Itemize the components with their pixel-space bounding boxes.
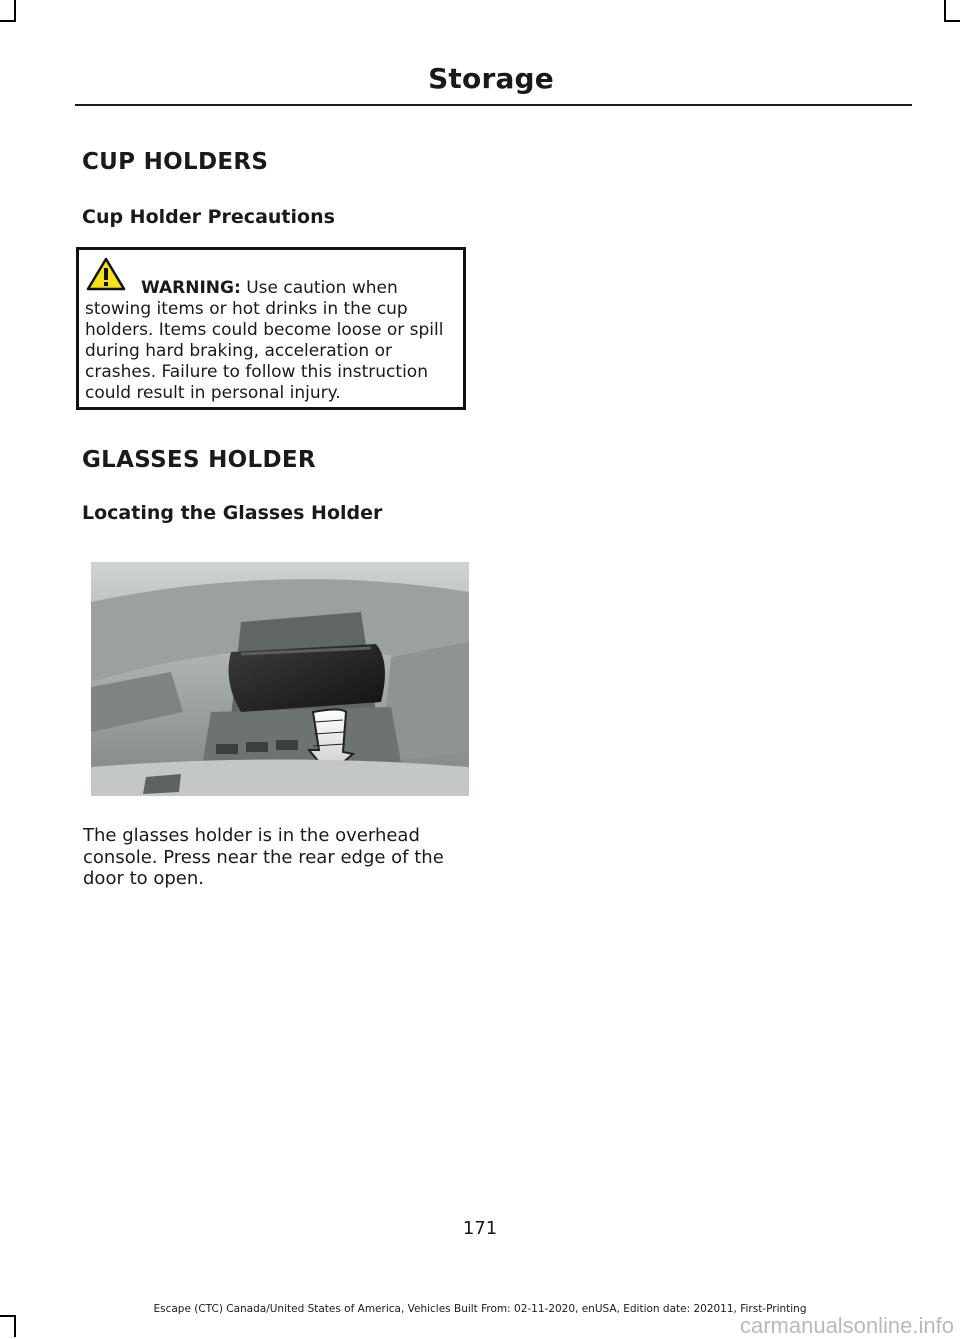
- crop-mark-top-left-h: [0, 20, 16, 22]
- crop-mark-bottom-left-h: [0, 1315, 16, 1317]
- page-number: 171: [462, 1218, 498, 1239]
- crop-mark-bottom-left: [14, 1315, 16, 1337]
- overhead-console-drawing: [91, 562, 469, 796]
- warning-box: [76, 247, 466, 410]
- header-divider: [75, 104, 912, 106]
- glasses-holder-instructions: The glasses holder is in the overhead console. Press near the rear edge of the door to open.: [83, 825, 444, 889]
- subheading-locating-glasses-holder: Locating the Glasses Holder: [82, 502, 383, 524]
- section-heading-cup-holders: CUP HOLDERS: [82, 149, 269, 175]
- warning-text: [85, 278, 465, 404]
- page-footer: Escape (CTC) Canada/United States of America, Vehicles Built From: 02-11-2020, enUSA, Edition date: 202011, First-Printing: [153, 1303, 807, 1315]
- glasses-holder-illustration: [91, 562, 469, 796]
- section-heading-glasses-holder: GLASSES HOLDER: [82, 447, 316, 473]
- crop-mark-top-right: [944, 0, 946, 22]
- watermark: carmanualsonline.info: [739, 1313, 954, 1338]
- warning-body: Use caution when stowing items or hot drinks in the cup holders. Items could become loose or spill during hard braking, acceleration or crashes. Failure to follow this instruction could result in personal injury.: [85, 278, 444, 403]
- crop-mark-top-left: [14, 0, 16, 22]
- warning-label: WARNING:: [141, 278, 241, 298]
- crop-mark-top-right-h: [944, 20, 960, 22]
- subheading-cup-holder-precautions: Cup Holder Precautions: [82, 206, 335, 228]
- page-header-title: Storage: [428, 62, 554, 95]
